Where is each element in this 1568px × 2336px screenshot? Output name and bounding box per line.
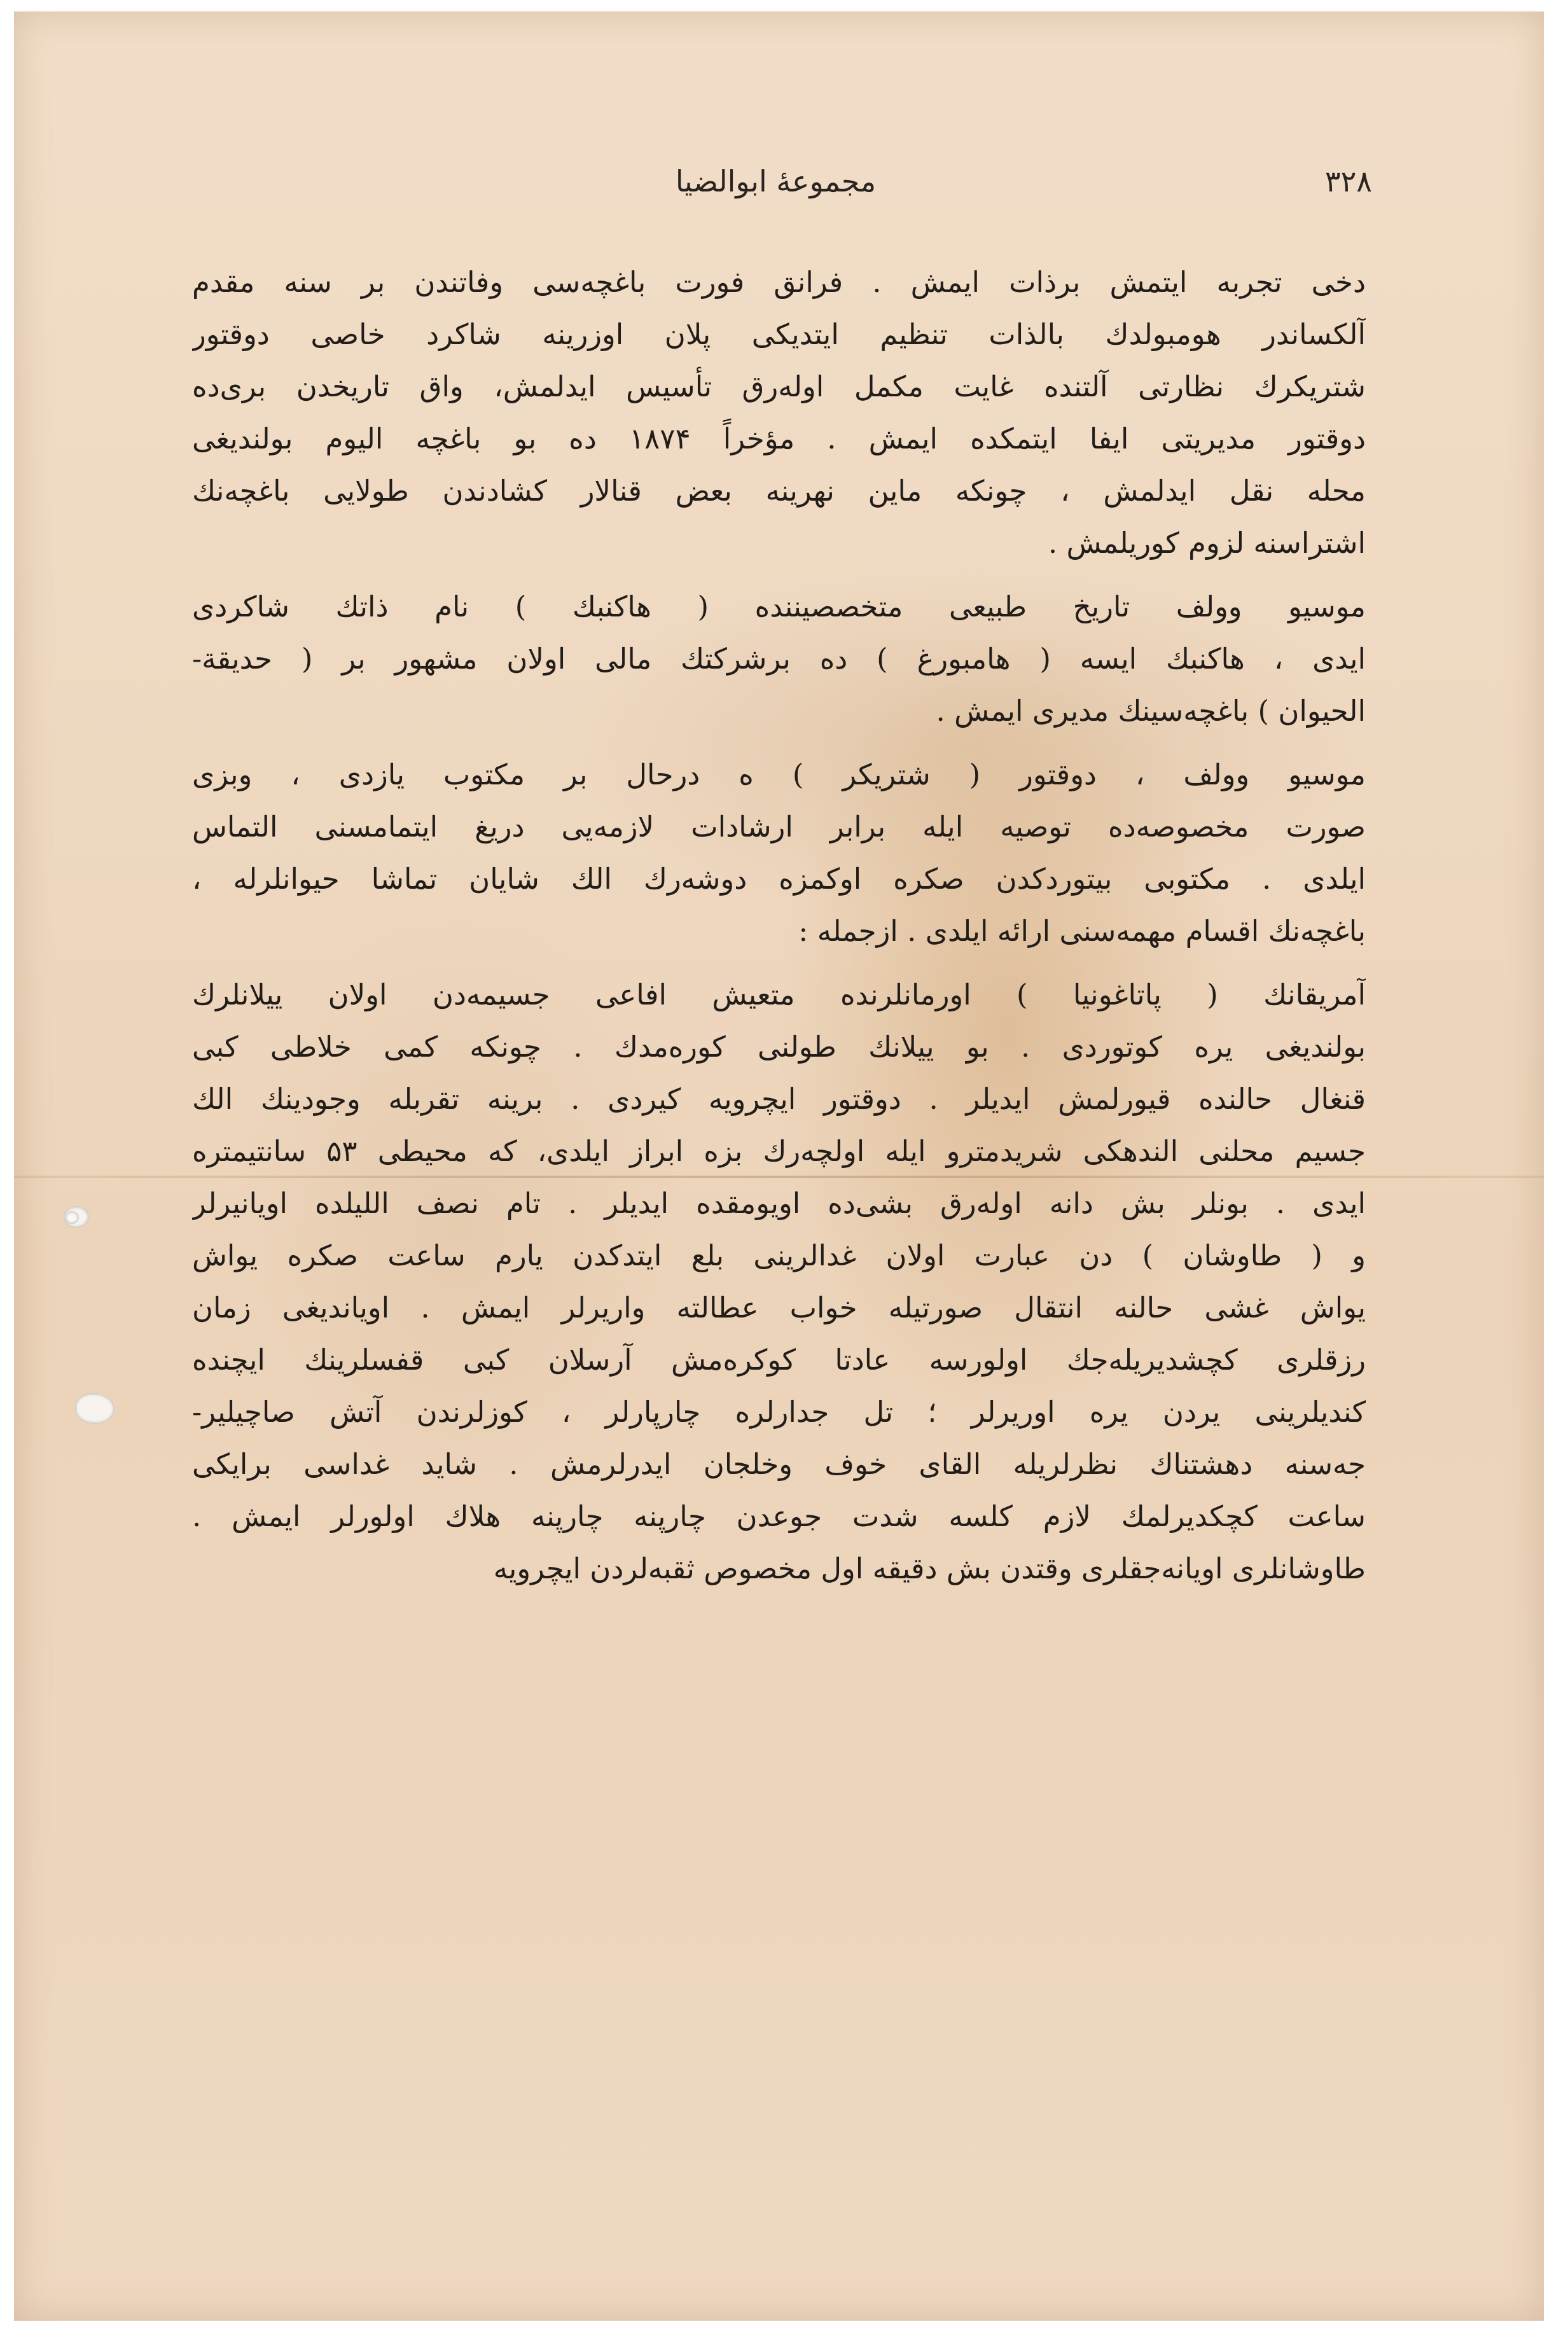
text-line: طاوشانلری اویانه‌جقلری وقتدن بش دقیقه اول مخصوص ثقبه‌لردن ایچرویه bbox=[493, 1552, 1366, 1585]
running-title: مجموعهٔ ابوالضیا bbox=[675, 164, 877, 198]
text-line: باغچه‌نك اقسام مهمه‌سنی ارائه ایلدی . ازجمله : bbox=[798, 914, 1366, 948]
text-line: ایلدی . مکتوبی بیتوردکدن صکره اوکمزه دوشه‌رك الك شایان تماشا حیوانلرله ، bbox=[192, 862, 1366, 896]
text-line: محله نقل ایدلمش ، چونکه ماین نهرینه بعض قنالار کشادندن طولایی باغچه‌نك bbox=[192, 474, 1366, 508]
text-line: رزقلری کچشدیریله‌جك اولورسه عادتا کوکره‌مش آرسلان کبی قفسلرینك ایچنده bbox=[192, 1343, 1366, 1377]
text-line: دخی تجربه ایتمش برذات ایمش . فرانق فورت باغچه‌سی وفاتندن بر سنه مقدم bbox=[192, 265, 1366, 299]
paragraph-gap bbox=[192, 569, 1366, 581]
page-number: ۳۲۸ bbox=[1324, 164, 1372, 198]
text-line: اشتراسنه لزوم کوریلمش . bbox=[1048, 526, 1366, 560]
text-line: ساعت کچکدیرلمك لازم کلسه شدت جوعدن چارپنه چارپنه هلاك اولورلر ایمش . bbox=[192, 1499, 1366, 1533]
document-page bbox=[14, 11, 1544, 2321]
body-text bbox=[192, 256, 1366, 1595]
text-line: قنغال حالنده قیورلمش ایدیلر . دوقتور ایچرویه کیردی . برینه تقربله وجودینك الك bbox=[192, 1082, 1366, 1116]
binding-hole bbox=[65, 1211, 79, 1224]
text-line: آمریقانك ( پاتاغونیا ) اورمانلرنده متعیش افاعی جسیمه‌دن اولان ییلانلرك bbox=[192, 978, 1366, 1012]
text-line: جه‌سنه دهشتناك نظرلریله القای خوف وخلجان ایدرلرمش . شاید غداسی برایکی bbox=[192, 1447, 1366, 1481]
text-line: موسیو وولف تاریخ طبیعی متخصصیننده ( هاکنبك ) نام ذاتك شاکردی bbox=[192, 590, 1366, 623]
text-line: صورت مخصوصه‌ده توصیه ایله برابر ارشادات لازمه‌یی دریغ ایتمامسنی التماس bbox=[192, 810, 1366, 844]
text-line: یواش غشی حالنه انتقال صورتیله خواب عطالته واریرلر ایمش . اویاندیغی زمان bbox=[192, 1291, 1366, 1324]
text-line: جسیم محلنی الندهکی شریدمترو ایله اولچه‌رك بزه ابراز ایلدی، که محیطی ۵۳ سانتیمتره bbox=[192, 1134, 1366, 1168]
text-line: موسیو وولف ، دوقتور ( شتریکر ) ه درحال بر مکتوب یازدی ، وبزی bbox=[192, 758, 1366, 791]
binding-hole bbox=[75, 1393, 114, 1424]
paragraph-gap bbox=[192, 957, 1366, 969]
page-header bbox=[179, 164, 1372, 221]
paragraph-gap bbox=[192, 737, 1366, 749]
text-line: دوقتور مدیریتی ایفا ایتمکده ایمش . مؤخراً ۱۸۷۴ ده بو باغچه الیوم بولندیغی bbox=[192, 422, 1366, 455]
text-line: الحیوان ) باغچه‌سینك مدیری ایمش . bbox=[936, 694, 1366, 728]
text-line: و ( طاوشان ) دن عبارت اولان غدالرینی بلع ایتدکدن یارم ساعت صکره یواش bbox=[192, 1239, 1366, 1272]
text-line: کندیلرینی یردن یره اوریرلر ؛ تل جدارلره چارپارلر ، کوزلرندن آتش صاچیلیر- bbox=[192, 1395, 1366, 1429]
text-line: آلکساندر هومبولدك بالذات تنظیم ایتدیکی پلان اوزرینه شاکرد خاصی دوقتور bbox=[192, 317, 1366, 351]
text-line: بولندیغی یره کوتوردی . بو ییلانك طولنی کوره‌مدك . چونکه کمی خلاطی کبی bbox=[192, 1030, 1366, 1064]
text-line: ایدی . بونلر بش دانه اوله‌رق بشی‌ده اویومقده ایدیلر . تام نصف اللیلده اویانیرلر bbox=[192, 1186, 1366, 1220]
text-line: شتریکرك نظارتی آلتنده غایت مکمل اوله‌رق تأسیس ایدلمش، واق تاریخدن بری‌ده bbox=[192, 370, 1366, 403]
text-line: ایدی ، هاکنبك ایسه ( هامبورغ ) ده برشرکتك مالی اولان مشهور بر ( حدیقة- bbox=[192, 642, 1366, 676]
